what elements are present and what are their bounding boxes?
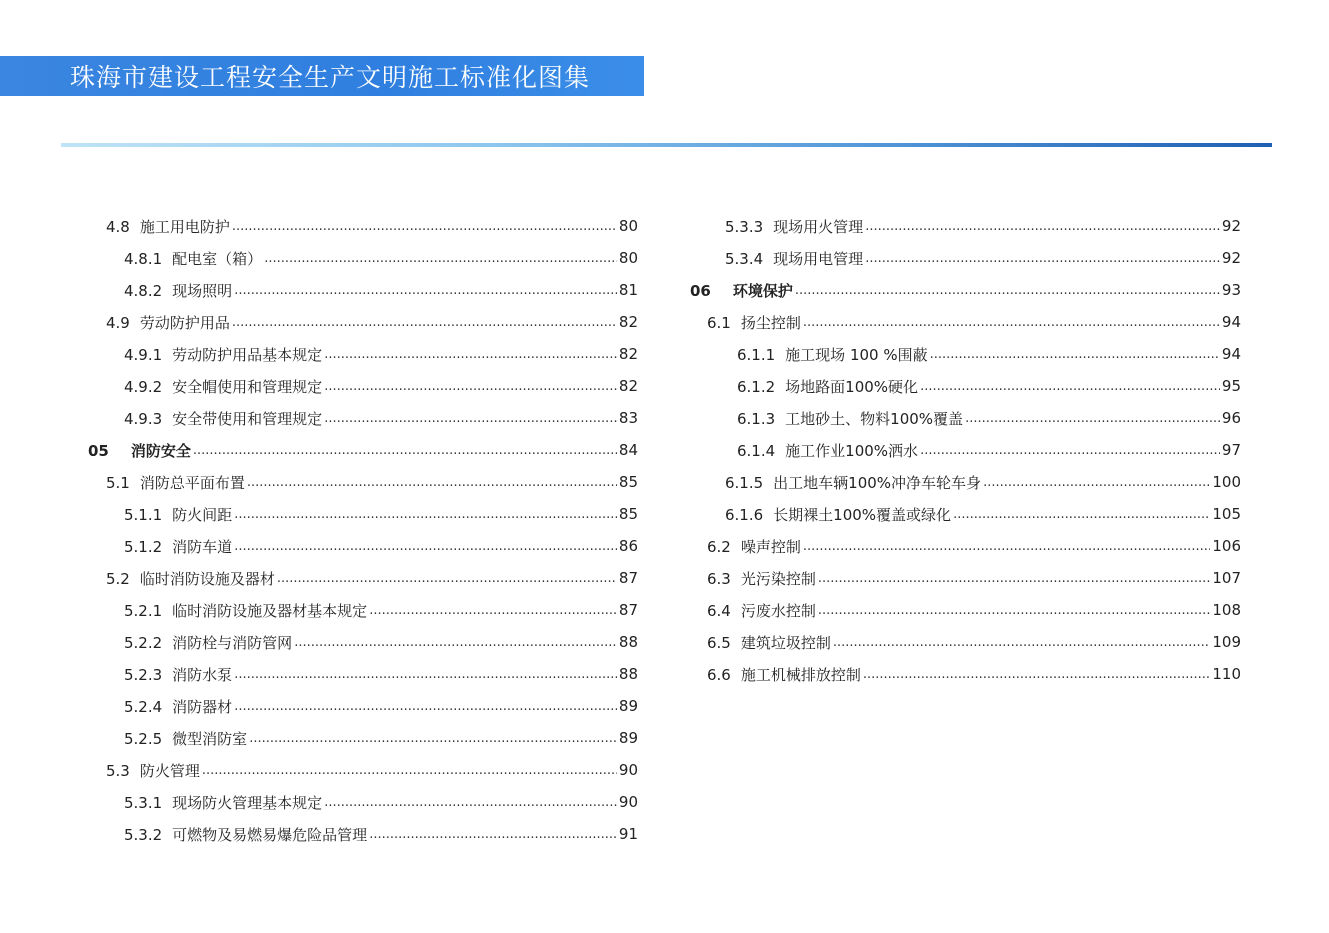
toc-dot-leader: [234, 284, 617, 297]
toc-entry-label: [707, 600, 818, 621]
toc-dot-leader: [294, 636, 617, 649]
toc-entry-title: 消防总平面布置: [139, 473, 245, 492]
toc-entry-title: 劳动防护用品基本规定: [172, 345, 323, 364]
toc-dot-leader: [965, 412, 1220, 425]
toc-entry-label: [737, 440, 920, 461]
toc-dot-leader: [369, 828, 617, 841]
document-title: 珠海市建设工程安全生产文明施工标准化图集: [70, 63, 591, 92]
toc-entry-title: 防火管理: [139, 761, 200, 780]
toc-entry-page: 82: [618, 313, 638, 331]
toc-dot-leader: [232, 316, 617, 329]
toc-entry[interactable]: [80, 690, 638, 722]
toc-right-column: [688, 210, 1241, 690]
toc-entry-label: [124, 792, 324, 813]
toc-entry-page: 84: [618, 441, 638, 459]
toc-entry[interactable]: [80, 242, 638, 274]
toc-entry-title: 消防水泵: [172, 665, 233, 684]
toc-entry-label: [707, 312, 803, 333]
toc-entry-page: 82: [618, 377, 638, 395]
toc-entry-page: 95: [1221, 377, 1241, 395]
toc-entry[interactable]: [80, 594, 638, 626]
toc-entry-title: 施工机械排放控制: [740, 665, 861, 684]
toc-entry-page: 82: [618, 345, 638, 363]
toc-dot-leader: [369, 604, 617, 617]
toc-entry-label: [124, 600, 369, 621]
toc-entry-title: 场地路面100%硬化: [785, 377, 919, 396]
toc-entry-number: 06: [690, 281, 711, 300]
toc-dot-leader: [865, 220, 1220, 233]
toc-entry-label: [88, 440, 193, 461]
toc-dot-leader: [234, 540, 617, 553]
toc-entry-page: 90: [618, 761, 638, 779]
toc-entry-label: [737, 344, 930, 365]
toc-entry-title: 可燃物及易燃易爆危险品管理: [172, 825, 368, 844]
toc-entry-number: 5.2.4: [124, 697, 163, 716]
toc-entry-label: [124, 728, 249, 749]
toc-entry-label: [124, 504, 234, 525]
toc-entry-label: [106, 216, 232, 237]
toc-entry-title: 出工地车辆100%冲净车轮车身: [773, 473, 982, 492]
toc-entry[interactable]: [80, 530, 638, 562]
toc-entry-number: 5.3.3: [725, 217, 764, 236]
toc-entry-title: 施工现场 100 %围蔽: [785, 345, 928, 364]
toc-entry-page: 87: [618, 569, 638, 587]
toc-entry[interactable]: [80, 306, 638, 338]
toc-entry-number: 6.3: [707, 569, 731, 588]
toc-entry-title: 劳动防护用品: [139, 313, 230, 332]
toc-entry-number: 5.2.5: [124, 729, 163, 748]
toc-dot-leader: [833, 636, 1210, 649]
toc-entry-title: 污废水控制: [740, 601, 816, 620]
toc-entry[interactable]: [688, 434, 1241, 466]
toc-entry[interactable]: [688, 210, 1241, 242]
toc-entry-title: 建筑垃圾控制: [740, 633, 831, 652]
toc-entry-number: 6.1.1: [737, 345, 776, 364]
toc-entry[interactable]: [80, 626, 638, 658]
toc-entry-label: [106, 568, 277, 589]
toc-entry-number: 6.5: [707, 633, 731, 652]
toc-dot-leader: [234, 508, 617, 521]
toc-dot-leader: [249, 732, 617, 745]
toc-entry-number: 4.8.2: [124, 281, 163, 300]
header-banner: [0, 56, 644, 96]
toc-entry-page: 81: [618, 281, 638, 299]
toc-entry-title: 消防车道: [172, 537, 233, 556]
toc-entry-page: 105: [1212, 505, 1241, 523]
toc-dot-leader: [324, 796, 617, 809]
toc-entry-page: 86: [618, 537, 638, 555]
toc-dot-leader: [865, 252, 1220, 265]
toc-entry-number: 6.1.6: [725, 505, 764, 524]
toc-entry-number: 6.1.4: [737, 441, 776, 460]
toc-entry-page: 107: [1212, 569, 1241, 587]
toc-entry[interactable]: [688, 498, 1241, 530]
toc-entry-number: 6.1.3: [737, 409, 776, 428]
toc-entry-title: 长期裸土100%覆盖或绿化: [773, 505, 952, 524]
toc-entry-title: 安全带使用和管理规定: [172, 409, 323, 428]
toc-entry[interactable]: [688, 402, 1241, 434]
toc-dot-leader: [920, 444, 1220, 457]
toc-entry-number: 5.3: [106, 761, 130, 780]
toc-entry-page: 89: [618, 729, 638, 747]
toc-entry-page: 90: [618, 793, 638, 811]
toc-entry-title: 消防栓与消防管网: [172, 633, 293, 652]
toc-dot-leader: [234, 700, 617, 713]
toc-dot-leader: [234, 668, 617, 681]
toc-entry[interactable]: [688, 466, 1241, 498]
toc-entry[interactable]: [80, 466, 638, 498]
toc-entry-page: 96: [1221, 409, 1241, 427]
toc-entry-number: 6.1.2: [737, 377, 776, 396]
toc-entry-number: 6.6: [707, 665, 731, 684]
toc-entry-number: 6.1: [707, 313, 731, 332]
toc-dot-leader: [953, 508, 1210, 521]
toc-entry-label: [106, 472, 247, 493]
toc-entry-number: 4.8.1: [124, 249, 163, 268]
toc-entry-label: [737, 376, 920, 397]
toc-entry[interactable]: [80, 818, 638, 850]
toc-entry-label: [124, 376, 324, 397]
toc-left-column: [80, 210, 638, 850]
toc-entry-number: 5.2.2: [124, 633, 163, 652]
toc-entry-label: [124, 408, 324, 429]
toc-entry-number: 6.4: [707, 601, 731, 620]
toc-entry-title: 现场用火管理: [773, 217, 864, 236]
toc-entry-label: [124, 536, 234, 557]
toc-entry-title: 工地砂土、物料100%覆盖: [785, 409, 964, 428]
toc-entry-title: 消防安全: [130, 441, 191, 460]
toc-entry-label: [725, 504, 953, 525]
toc-dot-leader: [803, 316, 1220, 329]
toc-entry-page: 85: [618, 473, 638, 491]
toc-entry-number: 5.3.4: [725, 249, 764, 268]
toc-entry-label: [124, 632, 294, 653]
toc-entry-title: 配电室（箱）: [172, 249, 263, 268]
toc-entry[interactable]: [80, 754, 638, 786]
toc-entry-page: 110: [1212, 665, 1241, 683]
header-divider: [61, 143, 1272, 147]
toc-entry-number: 5.1.1: [124, 505, 163, 524]
toc-dot-leader: [193, 444, 617, 457]
toc-entry[interactable]: [688, 530, 1241, 562]
toc-entry-number: 4.9.1: [124, 345, 163, 364]
toc-entry-label: [690, 280, 795, 301]
toc-entry-number: 05: [88, 441, 109, 460]
toc-entry-number: 4.9: [106, 313, 130, 332]
toc-entry-page: 97: [1221, 441, 1241, 459]
toc-dot-leader: [264, 252, 617, 265]
toc-entry-page: 109: [1212, 633, 1241, 651]
toc-entry-title: 施工作业100%洒水: [785, 441, 919, 460]
toc-entry-title: 光污染控制: [740, 569, 816, 588]
toc-entry-label: [124, 280, 234, 301]
toc-entry-page: 91: [618, 825, 638, 843]
toc-entry[interactable]: [80, 274, 638, 306]
toc-entry-number: 6.2: [707, 537, 731, 556]
toc-dot-leader: [324, 412, 617, 425]
toc-entry-page: 88: [618, 633, 638, 651]
toc-entry[interactable]: [688, 626, 1241, 658]
toc-entry-title: 扬尘控制: [740, 313, 801, 332]
toc-entry-title: 现场防火管理基本规定: [172, 793, 323, 812]
toc-entry-label: [106, 760, 202, 781]
toc-entry-page: 80: [618, 249, 638, 267]
toc-entry-page: 100: [1212, 473, 1241, 491]
toc-dot-leader: [324, 348, 617, 361]
toc-entry-page: 83: [618, 409, 638, 427]
toc-entry-number: 5.2: [106, 569, 130, 588]
toc-entry-label: [124, 664, 234, 685]
toc-entry-page: 80: [618, 217, 638, 235]
toc-entry-page: 85: [618, 505, 638, 523]
toc-entry[interactable]: [80, 370, 638, 402]
toc-dot-leader: [818, 604, 1210, 617]
toc-entry-title: 防火间距: [172, 505, 233, 524]
toc-dot-leader: [232, 220, 617, 233]
toc-entry-number: 4.8: [106, 217, 130, 236]
toc-entry[interactable]: [80, 402, 638, 434]
toc-entry-label: [124, 824, 369, 845]
toc-entry-page: 87: [618, 601, 638, 619]
toc-entry-title: 噪声控制: [740, 537, 801, 556]
toc-entry-number: 4.9.2: [124, 377, 163, 396]
toc-entry-title: 消防器材: [172, 697, 233, 716]
toc-entry[interactable]: [688, 658, 1241, 690]
toc-entry-page: 106: [1212, 537, 1241, 555]
toc-entry-label: [725, 472, 983, 493]
toc-dot-leader: [983, 476, 1210, 489]
toc-entry-title: 现场照明: [172, 281, 233, 300]
toc-entry-page: 94: [1221, 313, 1241, 331]
toc-entry-label: [124, 696, 234, 717]
toc-entry-label: [725, 248, 865, 269]
toc-entry-number: 5.2.3: [124, 665, 163, 684]
toc-dot-leader: [803, 540, 1210, 553]
toc-entry-number: 5.3.1: [124, 793, 163, 812]
toc-entry[interactable]: [80, 498, 638, 530]
toc-entry-page: 108: [1212, 601, 1241, 619]
toc-dot-leader: [863, 668, 1210, 681]
toc-entry-label: [124, 344, 324, 365]
toc-entry[interactable]: [80, 658, 638, 690]
toc-dot-leader: [247, 476, 617, 489]
toc-entry-label: [106, 312, 232, 333]
toc-dot-leader: [277, 572, 617, 585]
toc-entry[interactable]: [688, 370, 1241, 402]
toc-entry-number: 4.9.3: [124, 409, 163, 428]
toc-entry[interactable]: [688, 594, 1241, 626]
toc-entry[interactable]: [80, 786, 638, 818]
toc-dot-leader: [795, 284, 1220, 297]
toc-entry-page: 92: [1221, 217, 1241, 235]
toc-entry-label: [707, 664, 863, 685]
toc-entry[interactable]: [688, 242, 1241, 274]
toc-dot-leader: [920, 380, 1220, 393]
toc-entry-title: 环境保护: [732, 281, 793, 300]
toc-entry-title: 微型消防室: [172, 729, 248, 748]
toc-entry[interactable]: [80, 210, 638, 242]
toc-entry-label: [707, 632, 833, 653]
toc-entry[interactable]: [688, 306, 1241, 338]
toc-entry-number: 6.1.5: [725, 473, 764, 492]
toc-entry-page: 94: [1221, 345, 1241, 363]
toc-entry-label: [707, 536, 803, 557]
toc-dot-leader: [202, 764, 617, 777]
toc-entry-label: [737, 408, 965, 429]
toc-entry-title: 临时消防设施及器材: [139, 569, 275, 588]
toc-entry[interactable]: [688, 338, 1241, 370]
toc-entry-title: 施工用电防护: [139, 217, 230, 236]
toc-entry-title: 临时消防设施及器材基本规定: [172, 601, 368, 620]
toc-entry[interactable]: [80, 434, 638, 466]
toc-entry[interactable]: [688, 562, 1241, 594]
toc-dot-leader: [930, 348, 1220, 361]
toc-entry[interactable]: [80, 562, 638, 594]
toc-dot-leader: [818, 572, 1210, 585]
toc-entry-page: 93: [1221, 281, 1241, 299]
toc-entry-label: [725, 216, 865, 237]
toc-entry-page: 88: [618, 665, 638, 683]
toc-entry-number: 5.1.2: [124, 537, 163, 556]
toc-entry-number: 5.1: [106, 473, 130, 492]
toc-entry-title: 现场用电管理: [773, 249, 864, 268]
toc-entry-page: 89: [618, 697, 638, 715]
toc-entry[interactable]: [80, 338, 638, 370]
toc-entry[interactable]: [80, 722, 638, 754]
toc-entry-number: 5.2.1: [124, 601, 163, 620]
toc-entry-label: [124, 248, 264, 269]
toc-entry[interactable]: [688, 274, 1241, 306]
toc-entry-label: [707, 568, 818, 589]
toc-entry-page: 92: [1221, 249, 1241, 267]
toc-entry-number: 5.3.2: [124, 825, 163, 844]
toc-entry-title: 安全帽使用和管理规定: [172, 377, 323, 396]
toc-dot-leader: [324, 380, 617, 393]
